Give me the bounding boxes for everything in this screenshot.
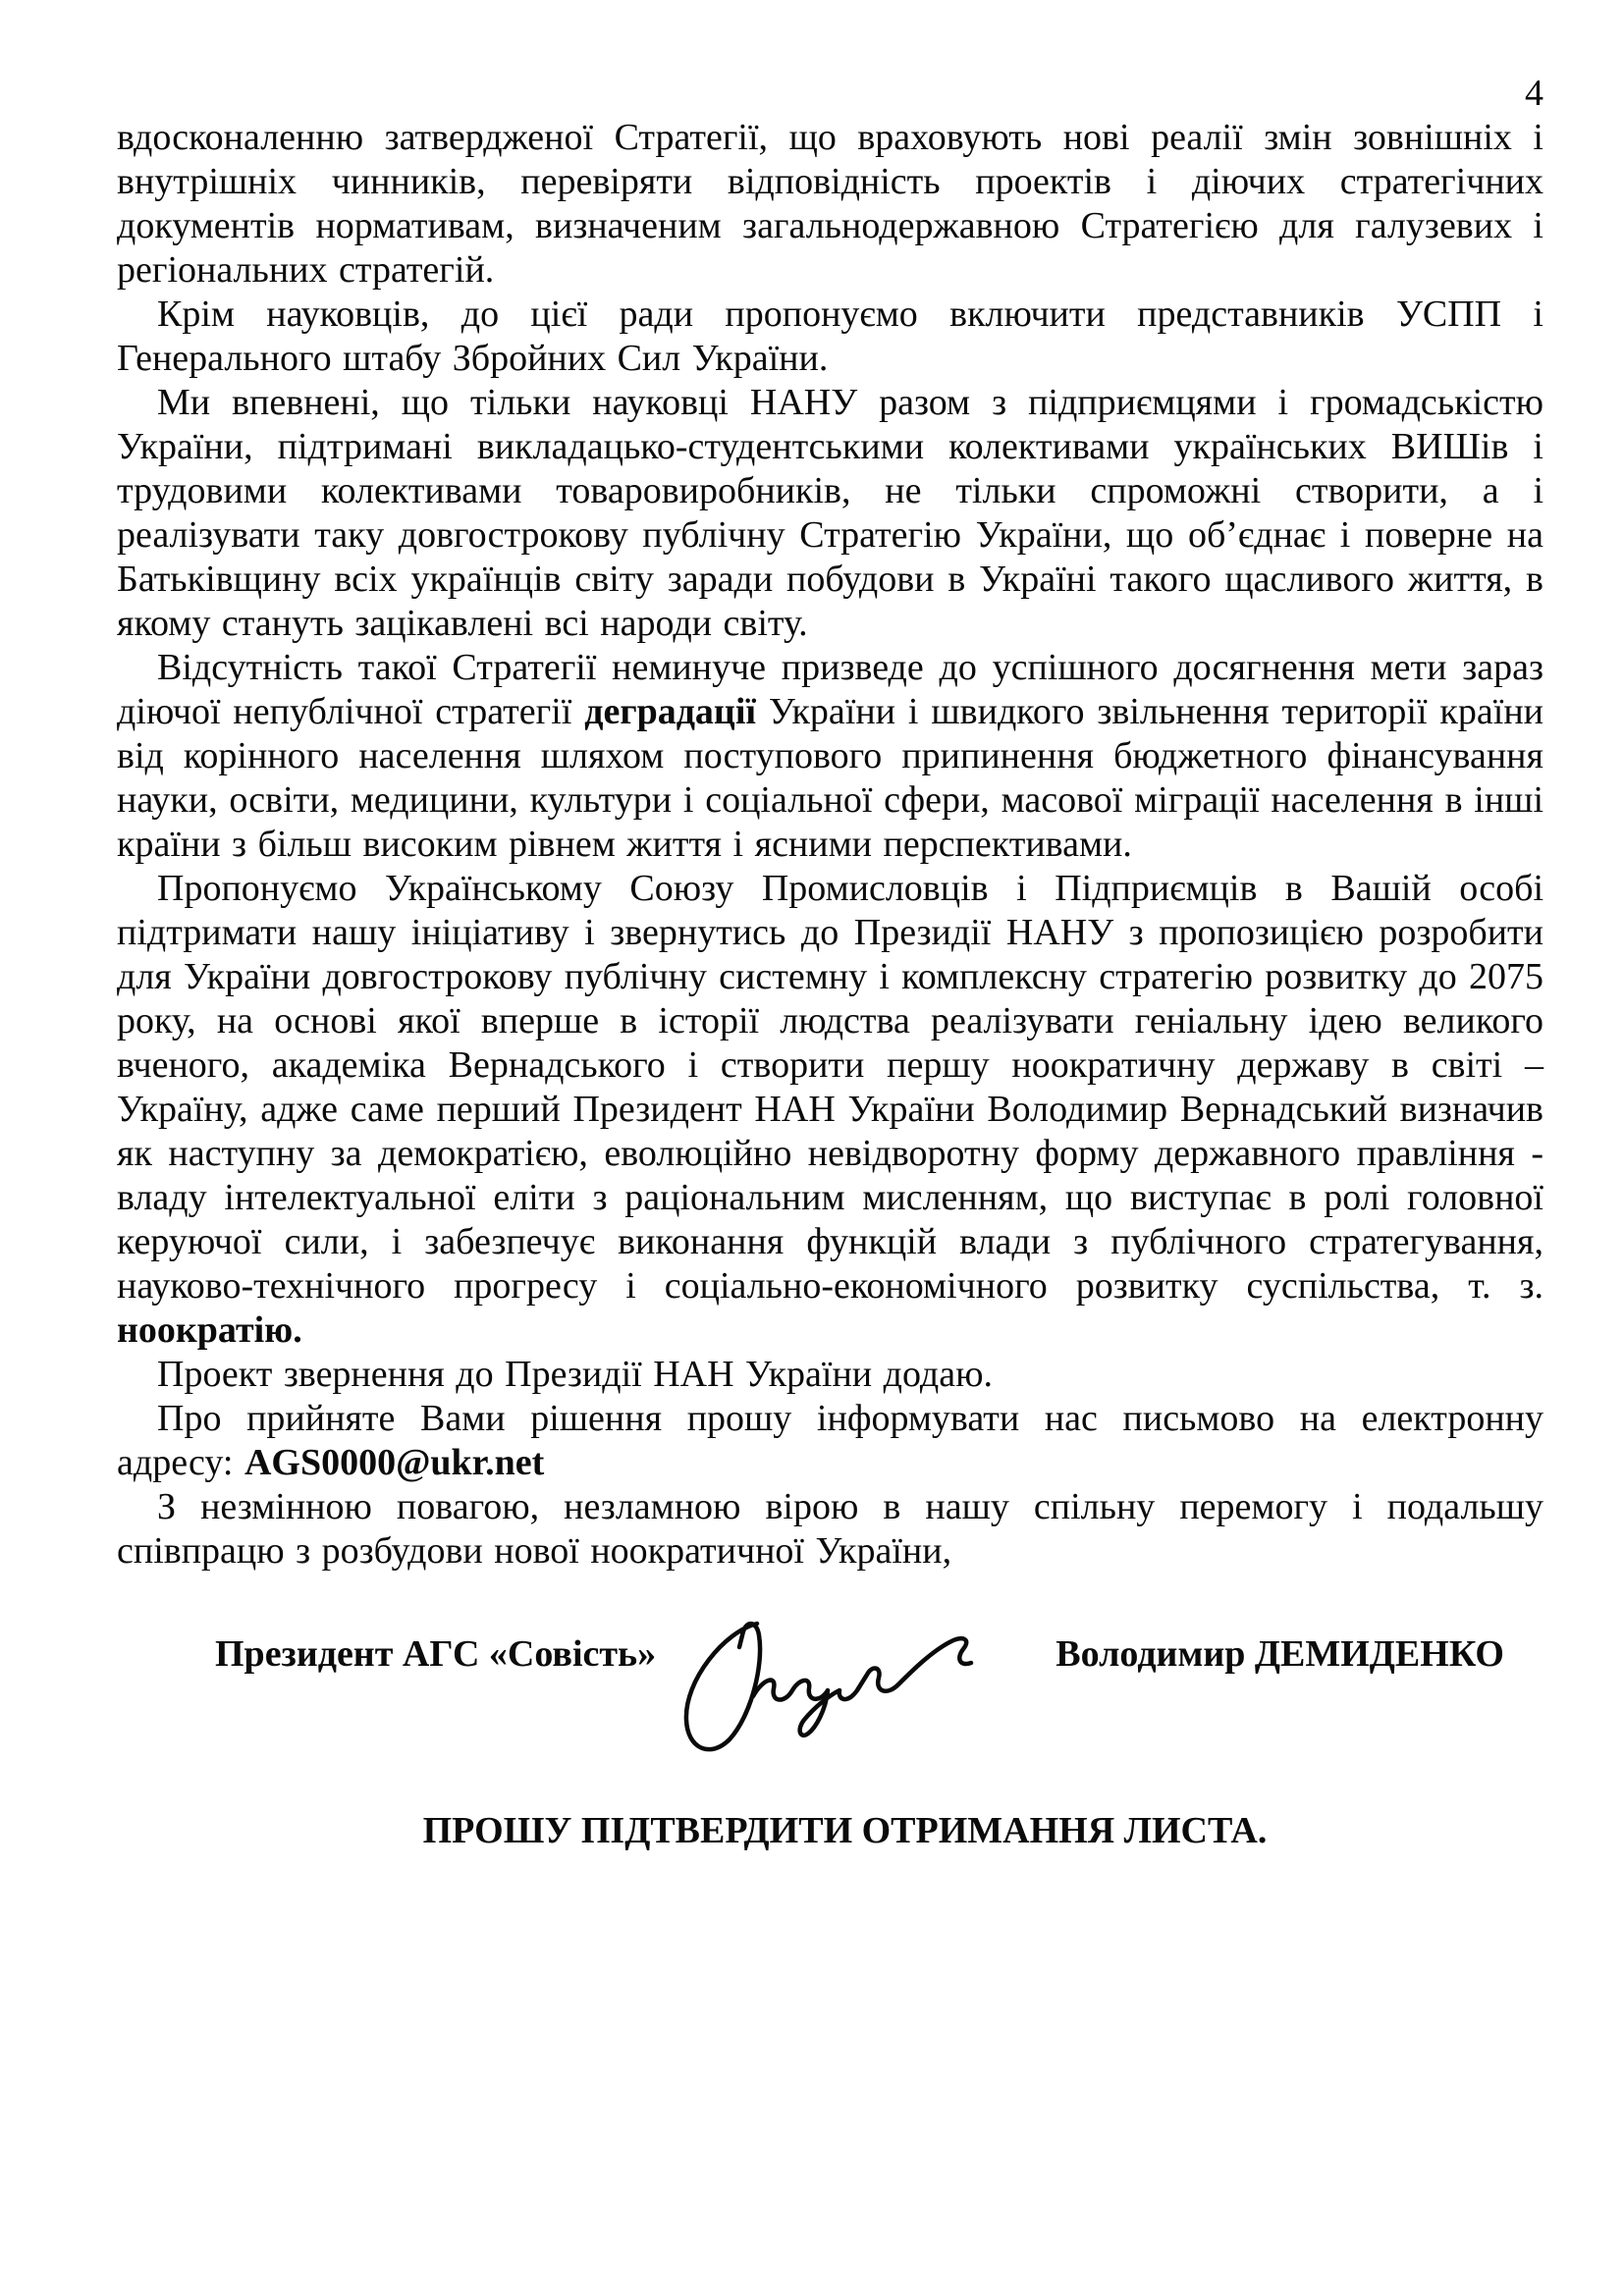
signature-block <box>117 1632 1543 1677</box>
confirmation-request-line: ПРОШУ ПІДТВЕРДИТИ ОТРИМАННЯ ЛИСТА. <box>422 1810 1268 1851</box>
paragraph-council-members: Крім науковців, до цієї ради пропонуємо включити представників УСПП і Генерального штабу Збройних Сил України. <box>117 294 1543 379</box>
degradation-bold-word: деградації <box>584 691 756 732</box>
paragraph-absence-warning-text: Відсутність такої Стратегії неминуче призведе до успішного досягнення мети зараз діючої непублічної стратегії <box>117 647 1543 732</box>
signatory-name: Володимир ДЕМИДЕНКО <box>1056 1633 1504 1675</box>
paragraph-reply-request <box>117 1397 1543 1485</box>
paragraph-confidence: Ми впевнені, що тільки науковці НАНУ разом з підприємцями і громадськістю України, підтримані викладацько-студентськими колективами українських ВИШів і трудовими колективами товаровиробників, не тільки спроможні створити, а і реалізувати таку довгострокову публічну Стратегію України, що об’єднає і поверне на Батьківщину всіх українців світу заради побудови в Україні такого щасливого життя, в якому стануть зацікавлені всі народи світу. <box>117 382 1543 644</box>
paragraph-absence-warning <box>117 646 1543 867</box>
paragraph-proposal <box>117 867 1543 1353</box>
page-number: 4 <box>1525 73 1543 114</box>
handwritten-signature-image <box>671 1618 1014 1760</box>
signatory-title: Президент АГС «Совість» <box>215 1633 657 1675</box>
email-address: AGS0000@ukr.net <box>244 1442 545 1483</box>
noocracy-bold-word: ноократію. <box>117 1309 302 1351</box>
paragraph-proposal-text: Пропонуємо Українському Союзу Промисловців і Підприємців в Вашій особі підтримати нашу ініціативу і звернутись до Президії НАНУ з пропозицією розробити для України довгострокову публічну системну і комплексну стратегію розвитку до 2075 року, на основі якої вперше в історії людства реалізувати геніальну ідею великого вченого, академіка Вернадського і створити першу ноократичну державу в світі – Україну, адже саме перший Президент НАН України Володимир Вернадський визначив як наступну за демократією, еволюційно невідворотну форму державного правління - владу інтелектуальної еліти з раціональним мисленням, що виступає в ролі головної керуючої сили, і забезпечує виконання функцій влади з публічного стратегування, науково-технічного прогресу і соціально-економічного розвитку суспільства, т. з. <box>117 868 1543 1307</box>
paragraph-attachment-note: Проект звернення до Президії НАН України додаю. <box>157 1354 993 1395</box>
paragraph-closing: З незмінною повагою, незламною вірою в нашу спільну перемогу і подальшу співпрацю з розбудови нової ноократичної України, <box>117 1486 1543 1572</box>
paragraph-continuation: вдосконаленню затвердженої Стратегії, що враховують нові реалії змін зовнішніх і внутрішніх чинників, перевіряти відповідність проектів і діючих стратегічних документів нормативам, визначеним загальнодержавною Стратегією для галузевих і регіональних стратегій. <box>117 117 1543 291</box>
paragraph-reply-request-text: Про прийняте Вами рішення прошу інформувати нас письмово на електронну адресу: <box>117 1398 1543 1483</box>
paragraph-absence-warning-rest: України і швидкого звільнення території країни від корінного населення шляхом поступового припинення бюджетного фінансування науки, освіти, медицини, культури і соціальної сфери, масової міграції населення в інші країни з більш високим рівнем життя і ясними перспективами. <box>117 691 1543 865</box>
